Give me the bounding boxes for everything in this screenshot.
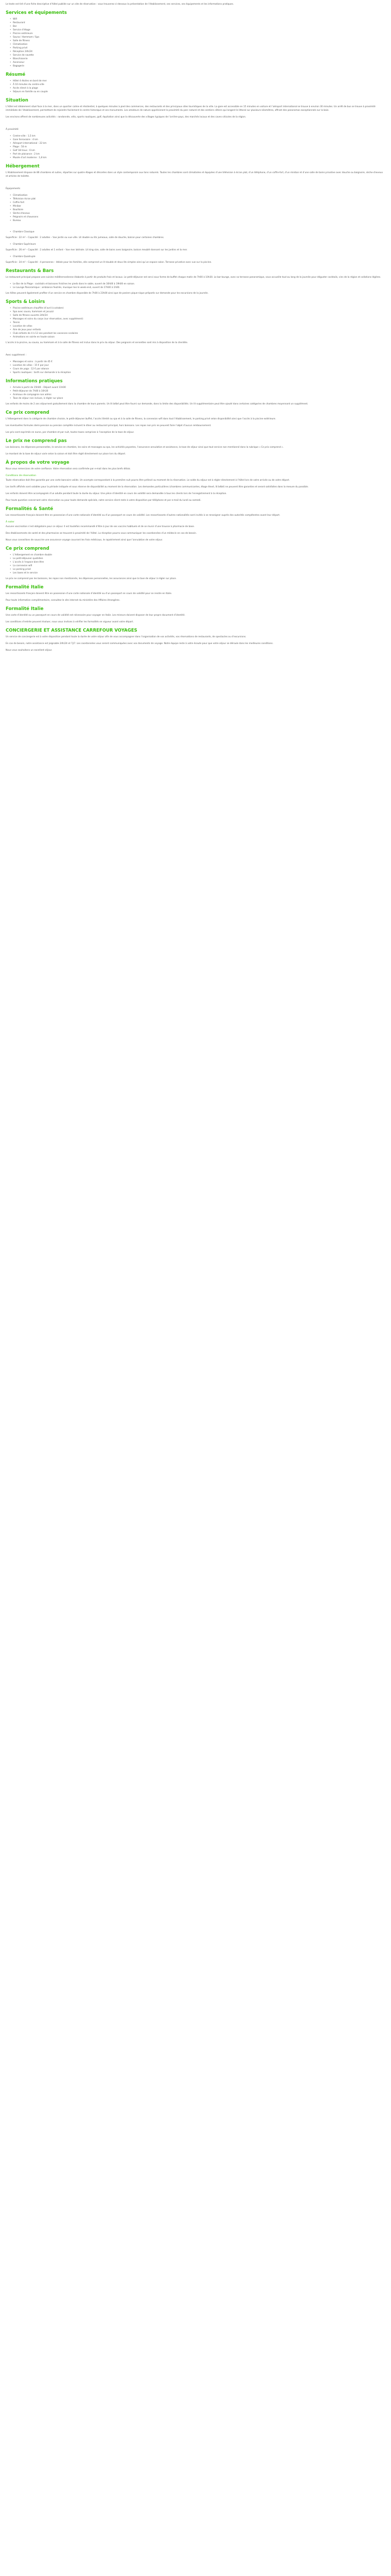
list-item: • Location de vélos	[13, 325, 385, 328]
list-item: • Wifi	[13, 18, 385, 21]
list-item: • Le parking privé	[13, 568, 385, 571]
list-item: • Animations en soirée en haute saison	[13, 335, 385, 339]
list-item: • Blanchisserie	[13, 57, 385, 61]
list-item: • Le Lounge Panoramique : ambiance feutrée, musique live le week-end, ouvert de 17h00 à 1h00.	[13, 286, 385, 290]
formalites-text-4: Nous vous conseillons de souscrire une assurance voyage couvrant les frais médicaux, le rapatriement ainsi que l’annulation de votre séjour.	[6, 539, 163, 541]
list-item: • Animaux de compagnie non admis	[13, 393, 385, 397]
list-item: • Peignoirs et chaussons	[13, 215, 385, 219]
list-item: • Sèche-cheveux	[13, 212, 385, 215]
formalite-italie-text-3: Une carte d’identité ou un passeport en cours de validité est nécessaire pour voyager en Italie. Les mineurs doivent disposer de leur propre document d’identité.	[6, 614, 185, 617]
bars-list	[6, 282, 385, 290]
list-item: • Sports nautiques : tarifs sur demande à la réception	[13, 371, 385, 375]
excluded-heading: Le prix ne comprend pas	[6, 438, 67, 444]
equipment-list	[6, 194, 385, 223]
list-item: • Salle de fitness	[13, 39, 385, 43]
booking-text-4: Les enfants doivent être accompagnés d’un adulte pendant toute la durée du séjour. Une pièce d’identité en cours de validité sera demandée à tous les clients lors de l’enregistrement à la réception.	[6, 493, 227, 495]
list-item: • Bagagerie	[13, 64, 385, 68]
list-item: • Télévision écran plat	[13, 197, 385, 201]
booking-text-5: Pour toute question concernant votre réservation ou pour toute demande spéciale, notre service client reste à votre disposition par téléphone et par e-mail du lundi au samedi.	[6, 499, 201, 502]
list-item: • Plage : 50 m	[13, 145, 385, 149]
formalite-italie-text-4: Les conditions d’entrée peuvent évoluer, nous vous invitons à vérifier les formalités en vigueur avant votre départ.	[6, 621, 134, 623]
list-item: • Salle de fitness ouverte 24h/24	[13, 314, 385, 317]
hebergement-text: L’établissement dispose de 86 chambres et suites, réparties sur quatre étages et décorées dans un style contemporain aux tons naturels. Toutes les chambres sont climatisées et équipées d’une télévision à écran plat, d’un téléphone, d’un coffre-fort, d’un minibar et d’une salle de bains privative avec douche ou baignoire, sèche-cheveux et articles de toilette.	[6, 172, 383, 178]
included-text-2: Les éventuelles formules demi-pension ou pension complète incluent le dîner au restaurant principal, hors boissons. Les repas non pris ne peuvent faire l’objet d’aucun remboursement.	[6, 425, 211, 427]
list-item: • L’hébergement en chambre double	[13, 553, 385, 557]
list-item: • Bouilloire	[13, 208, 385, 212]
list-item: • L’accès à l’espace bien-être	[13, 561, 385, 564]
list-item: • Le Bar de la Plage : cocktails et boissons fraîches les pieds dans le sable, ouvert de 10h00 à 19h00 en saison.	[13, 282, 385, 286]
situation-text-2: Les environs offrent de nombreuses activités : randonnée, vélo, sports nautiques, golf, équitation ainsi que la découverte des villages typiques de l’arrière-pays, des marchés locaux et des caves viticoles de la région.	[6, 116, 247, 118]
booking-text: Nous vous remercions de votre confiance. Votre réservation sera confirmée par e-mail dans les plus brefs délais.	[6, 468, 131, 470]
list-item: • Restaurant	[13, 21, 385, 25]
room-type-label: • Chambre Supérieure	[13, 243, 385, 246]
list-item: • Arrivée à partir de 15h00 – Départ avant 11h00	[13, 386, 385, 389]
room-description: Superficie : 26 m² – Capacité : 2 adultes et 1 enfant – Vue mer latérale. Lit king size, salle de bains avec baignoire, balcon meublé donnant sur les jardins et la mer.	[6, 249, 188, 251]
included-heading: Ce prix comprend	[6, 410, 50, 415]
booking-subheading: Conditions de réservation	[6, 474, 37, 477]
formalites-text: Les ressortissants français doivent être en possession d’une carte nationale d’identité ou d’un passeport en cours de validité. Les ressortissants d’autres nationalités sont invités à se renseigner auprès des autorités compétentes avant leur départ.	[6, 514, 281, 517]
formalites-text-3: Des établissements de santé et des pharmacies se trouvent à proximité de l’hôtel. La réception pourra vous communiquer les coordonnées d’un médecin en cas de besoin.	[6, 532, 197, 535]
intro-text: Le texte est tiré d’une fiche descriptive d’hôtel publiée sur un site de réservation : vous trouverez ci-dessous la présentation de l’établissement, ses services, ses équipements et les informations pratiques.	[6, 3, 234, 6]
conciergerie-text: Un service de conciergerie est à votre disposition pendant toute la durée de votre séjour afin de vous accompagner dans l’organisation de vos activités, vos réservations de restaurants, de spectacles ou d’excursions.	[6, 636, 247, 638]
list-item: • Sauna / Hammam / Spa	[13, 36, 385, 39]
list-item: • Service d’étage	[13, 28, 385, 32]
hebergement-heading: Hébergement	[6, 164, 40, 169]
list-item: • Séjours en famille ou en couple	[13, 90, 385, 94]
list-item: • Les taxes et le service	[13, 571, 385, 575]
distances-heading: À proximité	[6, 128, 19, 131]
booking-heading: À propos de votre voyage	[6, 460, 70, 465]
room-list	[6, 230, 385, 234]
list-item: • Club enfants de 4 à 12 ans pendant les vacances scolaires	[13, 332, 385, 335]
formalite-italie-text: Les ressortissants français doivent être en possession d’une carte nationale d’identité ou d’un passeport en cours de validité pour se rendre en Italie.	[6, 592, 172, 595]
services-heading: Services et équipements	[6, 10, 67, 15]
fees-label: Avec supplément :	[6, 354, 26, 357]
room-type-label: • Chambre Quadruple	[13, 255, 385, 259]
prix-heading: Ce prix comprend	[6, 546, 50, 551]
resume-list	[6, 79, 385, 94]
booking-text-3: Les tarifs affichés sont valables pour la période indiquée et sous réserve de disponibilité au moment de la réservation. Les demandes particulières (chambres communicantes, étage élevé, lit bébé) ne peuvent être garanties et seront satisfaites dans la mesure du possible.	[6, 486, 309, 488]
formalite-italie-text-2: Pour toute information complémentaire, consultez le site internet du ministère des Affaires étrangères.	[6, 599, 120, 602]
list-item: • Location de vélos : 15 € par jour	[13, 364, 385, 367]
list-item: • La connexion wifi	[13, 564, 385, 568]
formalite-italie-heading-2: Formalité Italie	[6, 606, 44, 612]
conciergerie-text-2: En cas de besoin, notre assistance est joignable 24h/24 et 7j/7. Les coordonnées vous seront communiquées avec vos documents de voyage. Notre équipe reste à votre écoute pour que votre séjour se déroule dans les meilleures conditions.	[6, 642, 273, 645]
room-type-label: • Chambre Classique	[13, 230, 385, 234]
list-item: • Massages et soins : à partir de 45 €	[13, 360, 385, 364]
list-item: • Massages et soins du corps (sur réservation, avec supplément)	[13, 317, 385, 321]
list-item: • Port de plaisance : 2 km	[13, 152, 385, 156]
list-item: • Service de navette	[13, 54, 385, 57]
list-item: • Piscine extérieure	[13, 32, 385, 36]
list-item: • Aéroport international : 22 km	[13, 142, 385, 145]
list-item: • Bureau	[13, 219, 385, 223]
formalites-subheading: À noter	[6, 521, 14, 523]
situation-text: L’hôtel est idéalement situé face à la mer, dans un quartier calme et résidentiel, à quelques minutes à pied des commerces, des restaurants et des principaux sites touristiques de la ville. La gare est accessible en 15 minutes en voiture et l’aéroport international se trouve à environ 30 minutes. Un arrêt de bus se trouve à proximité immédiate de l’établissement, permettant de rejoindre facilement le centre historique et ses monuments. Les amateurs de nature apprécieront la proximité du parc naturel et des sentiers côtiers qui longent le littoral sur plusieurs kilomètres, offrant des panoramas exceptionnels sur la baie.	[6, 106, 376, 112]
list-item: • Petit-déjeuner de 7h00 à 10h30	[13, 389, 385, 393]
restauration-text: Le restaurant principal propose une cuisine méditerranéenne élaborée à partir de produits frais et locaux. Le petit-déjeuner est servi sous forme de buffet chaque matin de 7h00 à 10h30. Le bar-lounge, avec sa terrasse panoramique, vous accueille tout au long de la journée pour déguster cocktails, vins de la région et collations légères.	[6, 276, 381, 279]
info-text: Les enfants de moins de 2 ans séjournent gratuitement dans la chambre de leurs parents. Un lit bébé peut être fourni sur demande, dans la limite des disponibilités. Un lit supplémentaire peut être ajouté dans certaines catégories de chambres moyennant un supplément.	[6, 403, 308, 405]
included-text-3: Les prix sont exprimés en euros, par chambre et par nuit, toutes taxes comprises à l’exception de la taxe de séjour.	[6, 431, 135, 434]
booking-text-2: Toute réservation doit être garantie par une carte bancaire valide. Un acompte correspondant à la première nuit pourra être prélevé au moment de la réservation. Le solde du séjour est à régler directement à l’hôtel lors de votre arrivée ou de votre départ.	[6, 479, 290, 482]
list-item: • Golf 18 trous : 6 km	[13, 149, 385, 152]
room-description: Superficie : 34 m² – Capacité : 4 personnes – Idéale pour les familles, elle comprend un lit double et deux lits simples ainsi qu’un espace salon. Terrasse privative avec vue sur la piscine.	[6, 261, 212, 264]
prix-text: Le prix ne comprend pas les boissons, les repas non mentionnés, les dépenses personnelles, les assurances ainsi que la taxe de séjour à régler sur place.	[6, 578, 177, 580]
sport-text: L’accès à la piscine, au sauna, au hammam et à la salle de fitness est inclus dans le prix du séjour. Des peignoirs et serviettes sont mis à disposition de la clientèle.	[6, 342, 188, 344]
list-item: • Climatisation	[13, 43, 385, 46]
list-item: • Climatisation	[13, 194, 385, 197]
distances-list	[6, 134, 385, 160]
fees-list	[6, 360, 385, 375]
conciergerie-heading: CONCIERGERIE ET ASSISTANCE CARREFOUR VOYAGES	[6, 628, 138, 633]
list-item: • Le petit-déjeuner quotidien	[13, 557, 385, 561]
list-item: • Piscine extérieure chauffée (d’avril à octobre)	[13, 307, 385, 310]
list-item: • À 10 minutes du centre-ville	[13, 83, 385, 87]
room-list	[6, 255, 385, 259]
formalites-heading: Formalités & Santé	[6, 506, 53, 512]
list-item: • Accès direct à la plage	[13, 87, 385, 90]
info-heading: Informations pratiques	[6, 379, 63, 384]
prix-list	[6, 553, 385, 575]
sport-list	[6, 307, 385, 339]
resume-heading: Résumé	[6, 72, 26, 77]
list-item: • Réception 24h/24	[13, 50, 385, 54]
list-item: • Taxe de séjour non incluse, à régler sur place	[13, 397, 385, 400]
restauration-text-2: Les hôtes peuvent également profiter d’un service en chambre disponible de 7h00 à 23h00 ainsi que de paniers pique-nique préparés sur demande pour les excursions de la journée.	[6, 292, 208, 295]
equipment-label: Équipements	[6, 188, 21, 190]
info-list	[6, 386, 385, 400]
list-item: • Gare ferroviaire : 4 km	[13, 138, 385, 142]
excluded-text: Les boissons, les dépenses personnelles, le service en chambre, les soins et massages au spa, les activités payantes, l’assurance annulation et assistance, la taxe de séjour ainsi que tout service non mentionné dans la rubrique « Ce prix comprend ».	[6, 446, 284, 449]
list-item: • Bar	[13, 25, 385, 28]
list-item: • Parking privé	[13, 46, 385, 50]
room-description: Superficie : 22 m² – Capacité : 2 adultes – Vue jardin ou vue ville. Lit double ou lits jumeaux, salle de douche, balcon pour certaines chambres.	[6, 236, 165, 239]
restauration-heading: Restaurants & Bars	[6, 268, 54, 274]
conciergerie-text-3: Nous vous souhaitons un excellent séjour.	[6, 649, 53, 652]
hotel-description	[0, 0, 391, 660]
situation-heading: Situation	[6, 98, 28, 103]
sport-heading: Sports & Loisirs	[6, 299, 45, 304]
list-item: • Ascenseur	[13, 61, 385, 64]
services-list	[6, 18, 385, 68]
formalite-italie-heading: Formalité Italie	[6, 585, 44, 590]
list-item: • Coffre-fort	[13, 201, 385, 205]
room-list	[6, 243, 385, 246]
list-item: • Centre-ville : 1,5 km	[13, 134, 385, 138]
list-item: • Tennis	[13, 321, 385, 325]
excluded-text-2: Le montant de la taxe de séjour varie selon la saison et doit être réglé directement sur place lors du départ.	[6, 453, 126, 455]
list-item: • Spa avec sauna, hammam et jacuzzi	[13, 310, 385, 314]
list-item: • Cours de yoga : 12 € par séance	[13, 367, 385, 371]
list-item: • Hôtel 4 étoiles en bord de mer	[13, 79, 385, 83]
included-text: L’hébergement dans la catégorie de chambre choisie, le petit-déjeuner buffet, l’accès illimité au spa et à la salle de fitness, la connexion wifi dans tout l’établissement, le parking privé selon disponibilité ainsi que l’accès à la piscine extérieure.	[6, 418, 276, 420]
formalites-text-2: Aucune vaccination n’est obligatoire pour ce séjour. Il est toutefois recommandé d’être à jour de ses vaccins habituels et de se munir d’une trousse à pharmacie de base.	[6, 526, 195, 528]
list-item: • Aire de jeux pour enfants	[13, 328, 385, 332]
list-item: • Minibar	[13, 205, 385, 208]
list-item: • Musée d’art moderne : 1,8 km	[13, 156, 385, 160]
